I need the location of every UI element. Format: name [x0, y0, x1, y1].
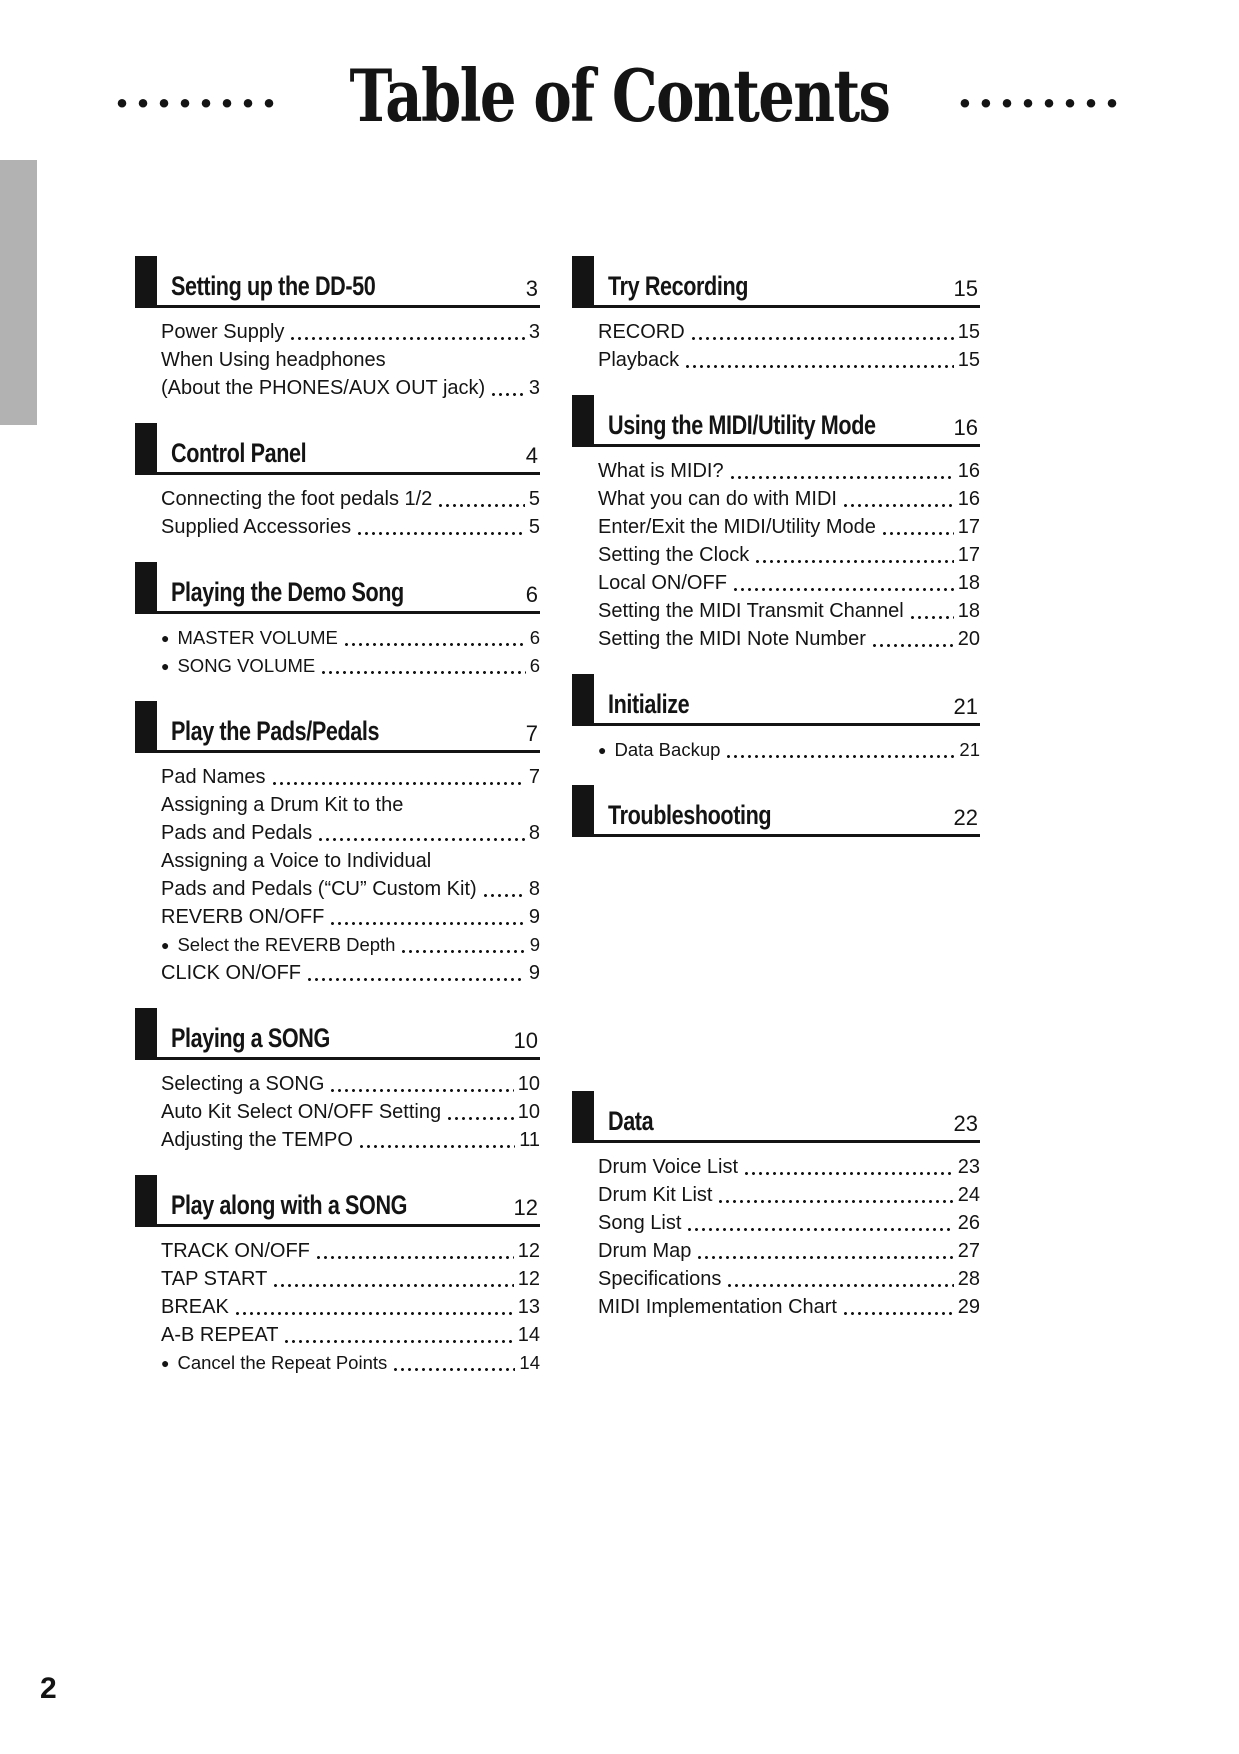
toc-entry: [598, 1153, 980, 1181]
dotted-leader: [726, 1283, 953, 1288]
section-header: [135, 704, 540, 753]
entry-page-number: 26: [957, 1212, 980, 1234]
entry-label: SONG VOLUME: [177, 655, 316, 676]
toc-entry: [598, 1293, 980, 1321]
dotted-leader: [320, 670, 525, 675]
entry-page-number: 21: [959, 739, 980, 760]
dotted-leader: [283, 1339, 513, 1344]
entry-label: Pads and Pedals: [161, 822, 313, 844]
toc-section: [135, 1178, 540, 1377]
entry-label: Song List: [598, 1212, 682, 1234]
section-items: [572, 1143, 980, 1321]
dotted-leader: [272, 1283, 513, 1288]
section-page-number: 23: [953, 1111, 978, 1136]
section-marker-icon: [135, 701, 157, 753]
entry-label: Adjusting the TEMPO: [161, 1129, 353, 1151]
dotted-leader: [690, 336, 954, 341]
toc-section: [135, 565, 540, 680]
entry-page-number: 20: [957, 628, 980, 650]
section-title: Playing a SONG: [171, 1023, 330, 1053]
toc-entry: [161, 791, 540, 819]
section-items: [572, 726, 980, 764]
dotted-leader: [482, 893, 525, 898]
toc-entry: [161, 819, 540, 847]
toc-entry: [161, 847, 540, 875]
entry-label: MIDI Implementation Chart: [598, 1296, 837, 1318]
entry-label: Specifications: [598, 1268, 722, 1290]
toc-entry: [161, 624, 540, 652]
toc-entry: [161, 346, 540, 374]
entry-label: Data Backup: [614, 739, 721, 760]
entry-page-number: 15: [957, 321, 980, 343]
entry-page-number: 5: [528, 516, 540, 538]
toc-section: [572, 788, 980, 837]
toc-entry: [598, 318, 980, 346]
entry-label: Enter/Exit the MIDI/Utility Mode: [598, 516, 876, 538]
entry-label: Connecting the foot pedals 1/2: [161, 488, 433, 510]
toc-entry: [161, 374, 540, 402]
section-page-number: 15: [953, 276, 978, 301]
chapter-tab-bar: [0, 160, 37, 425]
toc-entry: [161, 903, 540, 931]
entry-label: Cancel the Repeat Points: [177, 1352, 388, 1373]
toc-entry: [161, 318, 540, 346]
entry-label: Assigning a Voice to Individual: [161, 850, 432, 872]
dotted-leader: [871, 643, 954, 648]
toc-entry: [598, 1265, 980, 1293]
section-page-number: 10: [513, 1028, 538, 1053]
section-marker-icon: [135, 256, 157, 308]
entry-label: A-B REPEAT: [161, 1324, 279, 1346]
toc-entry: [598, 513, 980, 541]
dotted-leader: [446, 1116, 514, 1121]
entry-page-number: 16: [957, 460, 980, 482]
section-items: [135, 614, 540, 680]
dotted-leader: [400, 949, 525, 954]
section-header: [135, 259, 540, 308]
section-marker-icon: [572, 1091, 594, 1143]
entry-label: Selecting a SONG: [161, 1073, 325, 1095]
dotted-leader: [743, 1171, 954, 1176]
entry-label: Playback: [598, 349, 680, 371]
section-marker-icon: [135, 1008, 157, 1060]
section-title: Troubleshooting: [608, 800, 772, 830]
section-items: [572, 447, 980, 653]
entry-label: Pad Names: [161, 766, 266, 788]
toc-section: [135, 426, 540, 541]
toc-entry: [161, 1237, 540, 1265]
section-header: [572, 398, 980, 447]
section-header: [572, 1094, 980, 1143]
dotted-leader: [754, 559, 954, 564]
entry-page-number: 14: [517, 1324, 540, 1346]
toc-entry: [161, 1349, 540, 1377]
entry-page-number: 24: [957, 1184, 980, 1206]
entry-label: (About the PHONES/AUX OUT jack): [161, 377, 486, 399]
section-items: [572, 308, 980, 374]
section-header: [135, 565, 540, 614]
section-header: [572, 259, 980, 308]
entry-page-number: 8: [528, 878, 540, 900]
toc-entry: [598, 457, 980, 485]
entry-page-number: 18: [957, 572, 980, 594]
entry-page-number: 16: [957, 488, 980, 510]
section-page-number: 22: [953, 805, 978, 830]
entry-page-number: 15: [957, 349, 980, 371]
dotted-leader: [317, 837, 525, 842]
toc-entry: [598, 1181, 980, 1209]
dotted-leader: [725, 754, 955, 759]
dotted-leader: [289, 336, 524, 341]
section-title: Play along with a SONG: [171, 1190, 408, 1220]
entry-page-number: 5: [528, 488, 540, 510]
toc-entry: [161, 652, 540, 680]
toc-entry: [161, 485, 540, 513]
dotted-leader: [842, 1311, 954, 1316]
section-items: [135, 1227, 540, 1377]
toc-section: [572, 398, 980, 653]
dotted-leader: [490, 392, 525, 397]
toc-section: [135, 259, 540, 402]
section-header: [135, 1011, 540, 1060]
entry-page-number: 8: [528, 822, 540, 844]
section-title: Setting up the DD-50: [171, 271, 376, 301]
dotted-leader: [732, 587, 954, 592]
section-title: Using the MIDI/Utility Mode: [608, 410, 876, 440]
section-title: Playing the Demo Song: [171, 577, 404, 607]
entry-label: Auto Kit Select ON/OFF Setting: [161, 1101, 442, 1123]
entry-label: Pads and Pedals (“CU” Custom Kit): [161, 878, 477, 900]
dotted-leader: [881, 531, 954, 536]
section-title: Control Panel: [171, 438, 307, 468]
entry-label: Setting the Clock: [598, 544, 750, 566]
section-title: Try Recording: [608, 271, 749, 301]
toc-entry: [598, 569, 980, 597]
entry-page-number: 12: [517, 1268, 540, 1290]
section-page-number: 16: [953, 415, 978, 440]
dotted-leader: [842, 503, 954, 508]
dotted-leader: [315, 1255, 514, 1260]
toc-entry: [598, 1209, 980, 1237]
entry-label: MASTER VOLUME: [177, 627, 338, 648]
section-items: [135, 475, 540, 541]
entry-label: BREAK: [161, 1296, 229, 1318]
entry-label: Supplied Accessories: [161, 516, 352, 538]
toc-entry: [161, 1293, 540, 1321]
entry-label: Setting the MIDI Transmit Channel: [598, 600, 904, 622]
entry-page-number: 18: [957, 600, 980, 622]
entry-label: When Using headphones: [161, 349, 386, 371]
section-page-number: 7: [525, 721, 538, 746]
entry-label: Select the REVERB Depth: [177, 934, 396, 955]
dotted-leader: [392, 1367, 515, 1372]
entry-label: TAP START: [161, 1268, 268, 1290]
entry-page-number: 10: [517, 1101, 540, 1123]
dotted-leader: [271, 781, 525, 786]
toc-section: [572, 677, 980, 764]
entry-label: What is MIDI?: [598, 460, 724, 482]
toc-column-right: [572, 259, 980, 1321]
dotted-leader: [356, 531, 525, 536]
entry-label: TRACK ON/OFF: [161, 1240, 310, 1262]
section-page-number: 12: [513, 1195, 538, 1220]
toc-entry: [161, 763, 540, 791]
section-header: [135, 1178, 540, 1227]
entry-label: RECORD: [598, 321, 685, 343]
section-page-number: 3: [525, 276, 538, 301]
entry-label: Power Supply: [161, 321, 285, 343]
bullet-icon: ●: [161, 937, 170, 953]
toc-section: [572, 259, 980, 374]
entry-label: CLICK ON/OFF: [161, 962, 302, 984]
toc-column-left: [135, 259, 540, 1377]
section-marker-icon: [572, 674, 594, 726]
entry-page-number: 11: [519, 1129, 540, 1151]
section-header: [572, 677, 980, 726]
section-marker-icon: [572, 785, 594, 837]
dotted-leader: [729, 475, 954, 480]
entry-page-number: 6: [529, 655, 540, 676]
toc-entry: [161, 1265, 540, 1293]
title-row: [0, 53, 1239, 138]
toc-entry: [598, 485, 980, 513]
entry-page-number: 17: [957, 516, 980, 538]
toc-entry: [598, 1237, 980, 1265]
dotted-leader: [696, 1255, 953, 1260]
entry-label: Drum Kit List: [598, 1184, 713, 1206]
section-header: [135, 426, 540, 475]
dotted-leader: [306, 977, 525, 982]
toc-entry: [161, 959, 540, 987]
section-marker-icon: [572, 395, 594, 447]
toc-entry: [161, 931, 540, 959]
entry-label: REVERB ON/OFF: [161, 906, 325, 928]
dotted-leader: [234, 1311, 514, 1316]
title-dots-left: ........: [113, 64, 283, 118]
dotted-leader: [437, 503, 525, 508]
toc-entry: [161, 1126, 540, 1154]
page-title: Table of Contents: [349, 53, 890, 138]
section-title: Data: [608, 1106, 654, 1136]
toc-entry: [598, 597, 980, 625]
toc-section: [572, 1094, 980, 1321]
entry-label: Drum Voice List: [598, 1156, 739, 1178]
entry-page-number: 9: [529, 934, 540, 955]
entry-page-number: 9: [528, 962, 540, 984]
dotted-leader: [358, 1144, 515, 1149]
entry-page-number: 17: [957, 544, 980, 566]
dotted-leader: [717, 1199, 953, 1204]
section-title: Play the Pads/Pedals: [171, 716, 380, 746]
dotted-leader: [909, 615, 954, 620]
toc-entry: [161, 1098, 540, 1126]
toc-entry: [161, 513, 540, 541]
toc-entry: [598, 346, 980, 374]
entry-page-number: 23: [957, 1156, 980, 1178]
section-page-number: 6: [525, 582, 538, 607]
toc-entry: [598, 625, 980, 653]
entry-page-number: 3: [528, 321, 540, 343]
toc-entry: [598, 541, 980, 569]
entry-page-number: 9: [528, 906, 540, 928]
entry-page-number: 6: [529, 627, 540, 648]
entry-label: Assigning a Drum Kit to the: [161, 794, 404, 816]
entry-label: Drum Map: [598, 1240, 692, 1262]
toc-entry: [161, 1070, 540, 1098]
dotted-leader: [343, 642, 526, 647]
toc-section: [135, 704, 540, 987]
section-page-number: 21: [953, 694, 978, 719]
section-marker-icon: [135, 423, 157, 475]
entry-page-number: 28: [957, 1268, 980, 1290]
entry-page-number: 7: [528, 766, 540, 788]
entry-label: What you can do with MIDI: [598, 488, 837, 510]
section-marker-icon: [572, 256, 594, 308]
title-dots-right: ........: [956, 64, 1126, 118]
entry-page-number: 14: [519, 1352, 540, 1373]
section-items: [135, 753, 540, 987]
entry-page-number: 12: [517, 1240, 540, 1262]
section-header: [572, 788, 980, 837]
section-items: [135, 1060, 540, 1154]
section-page-number: 4: [525, 443, 538, 468]
dotted-leader: [329, 1088, 513, 1093]
toc-entry: [161, 1321, 540, 1349]
toc-entry: [598, 736, 980, 764]
entry-label: Setting the MIDI Note Number: [598, 628, 866, 650]
bullet-icon: ●: [598, 742, 607, 758]
entry-page-number: 10: [517, 1073, 540, 1095]
entry-page-number: 13: [517, 1296, 540, 1318]
entry-page-number: 3: [528, 377, 540, 399]
dotted-leader: [684, 364, 954, 369]
bullet-icon: ●: [161, 630, 170, 646]
section-marker-icon: [135, 562, 157, 614]
toc-entry: [161, 875, 540, 903]
bullet-icon: ●: [161, 658, 170, 674]
toc-section: [135, 1011, 540, 1154]
dotted-leader: [686, 1227, 953, 1232]
section-title: Initialize: [608, 689, 690, 719]
page-number: 2: [40, 1672, 57, 1705]
entry-label: Local ON/OFF: [598, 572, 727, 594]
bullet-icon: ●: [161, 1355, 170, 1371]
entry-page-number: 29: [957, 1296, 980, 1318]
section-marker-icon: [135, 1175, 157, 1227]
section-items: [135, 308, 540, 402]
dotted-leader: [329, 921, 525, 926]
entry-page-number: 27: [957, 1240, 980, 1262]
